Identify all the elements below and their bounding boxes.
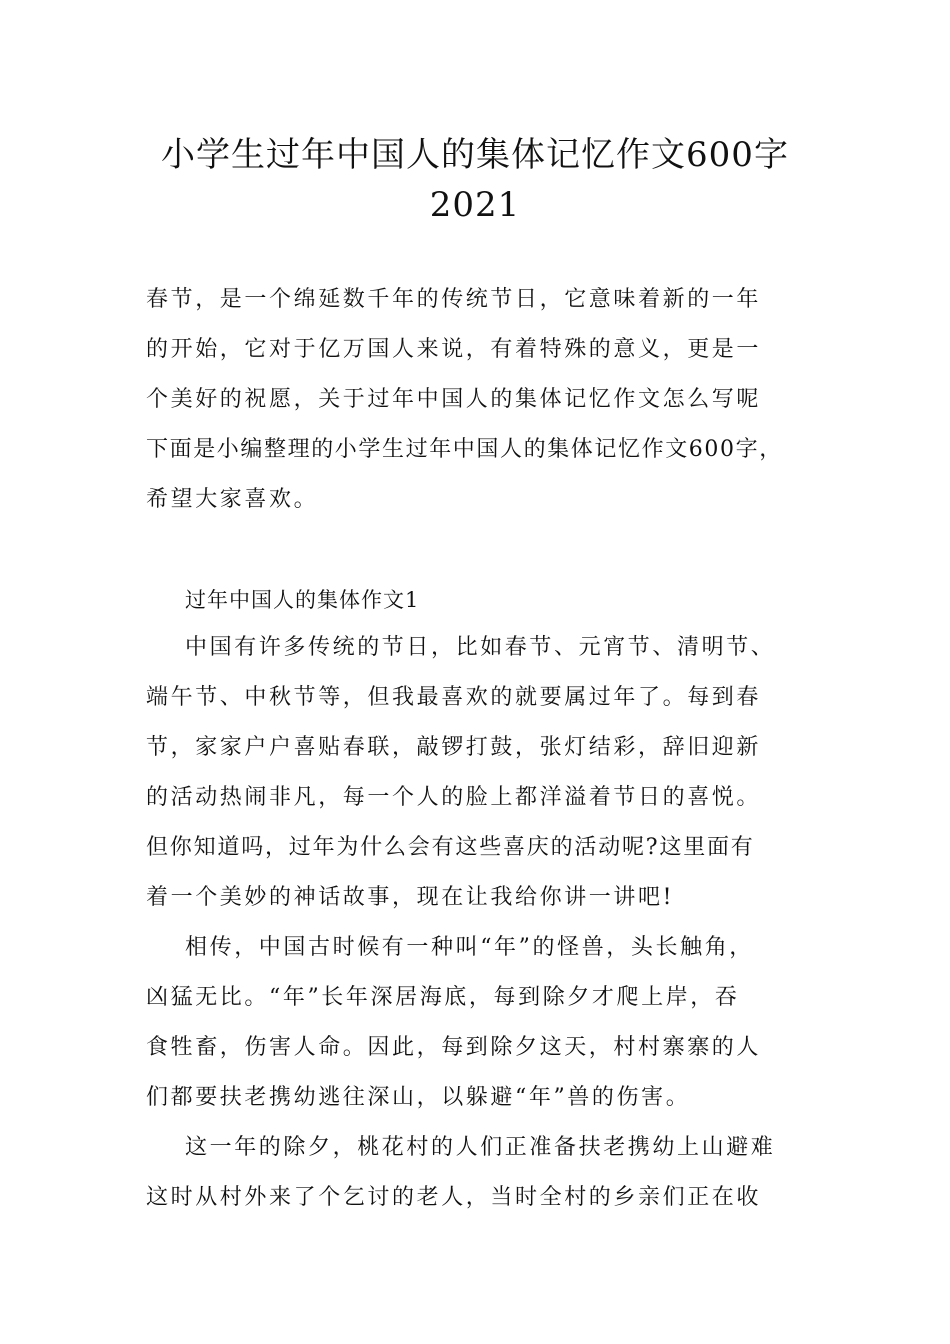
document-title-line-1: 小学生过年中国人的集体记忆作文600字 <box>161 135 789 175</box>
paragraph-1-line: 的活动热闹非凡，每一个人的脸上都洋溢着节日的喜悦。 <box>146 785 762 810</box>
paragraph-1-line: 中国有许多传统的节日，比如春节、元宵节、清明节、 <box>185 635 776 660</box>
intro-line: 的开始，它对于亿万国人来说，有着特殊的意义，更是一 <box>146 337 762 362</box>
intro-line: 个美好的祝愿，关于过年中国人的集体记忆作文怎么写呢 <box>146 387 762 412</box>
paragraph-1-line: 着一个美妙的神话故事，现在让我给你讲一讲吧! <box>146 885 675 910</box>
intro-line: 春节，是一个绵延数千年的传统节日，它意味着新的一年 <box>146 287 762 312</box>
intro-line: 希望大家喜欢。 <box>146 487 319 512</box>
paragraph-1-line: 节，家家户户喜贴春联，敲锣打鼓，张灯结彩，辞旧迎新 <box>146 735 762 760</box>
paragraph-3-line: 这时从村外来了个乞讨的老人，当时全村的乡亲们正在收 <box>146 1185 762 1210</box>
paragraph-1-line: 端午节、中秋节等，但我最喜欢的就要属过年了。每到春 <box>146 685 762 710</box>
paragraph-3-line: 这一年的除夕，桃花村的人们正准备扶老携幼上山避难 <box>185 1135 776 1160</box>
intro-line: 下面是小编整理的小学生过年中国人的集体记忆作文600字， <box>146 437 783 462</box>
paragraph-2-line: 相传，中国古时候有一种叫“年”的怪兽，头长触角， <box>185 935 754 960</box>
paragraph-2-line: 们都要扶老携幼逃往深山，以躲避“年”兽的伤害。 <box>146 1085 691 1110</box>
section-heading: 过年中国人的集体作文1 <box>185 588 420 612</box>
paragraph-2-line: 凶猛无比。“年”长年深居海底，每到除夕才爬上岸，吞 <box>146 985 740 1010</box>
document-title-line-2: 2021 <box>429 185 521 225</box>
paragraph-1-line: 但你知道吗，过年为什么会有这些喜庆的活动呢?这里面有 <box>146 835 755 860</box>
paragraph-2-line: 食牲畜，伤害人命。因此，每到除夕这天，村村寨寨的人 <box>146 1035 762 1060</box>
